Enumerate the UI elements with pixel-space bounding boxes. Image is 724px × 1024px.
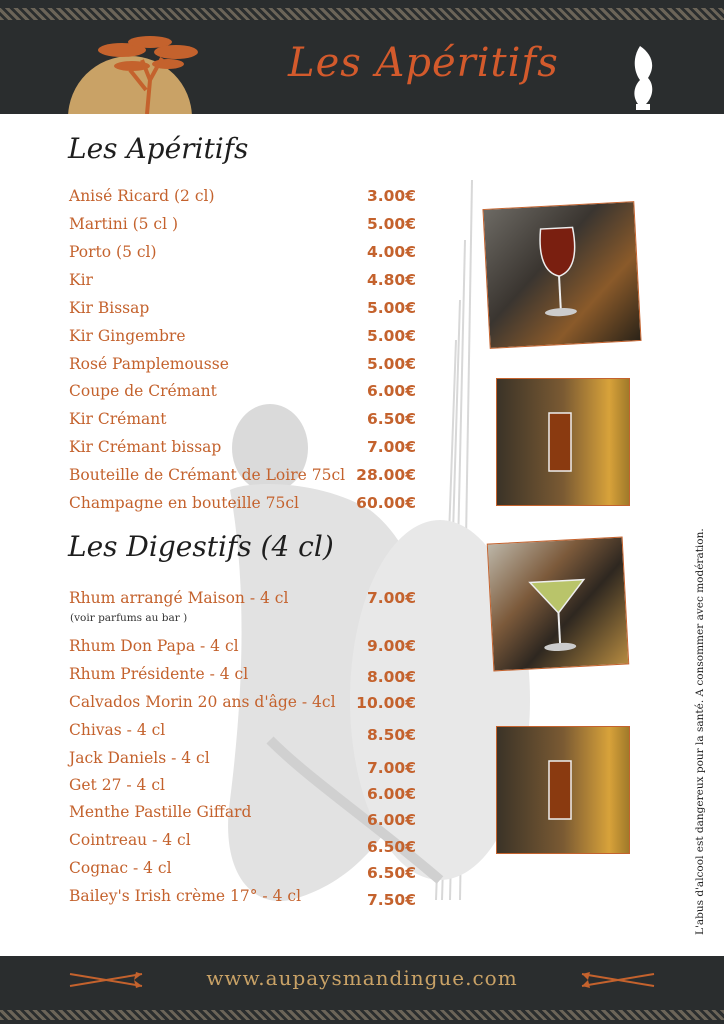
menu-item-price: 4.80€ <box>366 271 416 289</box>
menu-item-price: 6.50€ <box>366 410 416 428</box>
menu-item-price: 5.00€ <box>366 355 416 373</box>
menu-item-name: Kir Crémant bissap <box>69 438 222 456</box>
martini-glass-photo <box>487 537 630 672</box>
menu-item-name: Rhum Don Papa - 4 cl <box>69 637 239 655</box>
footer-pattern-border <box>0 1010 724 1020</box>
menu-item-price: 8.50€ <box>366 726 416 744</box>
menu-item-name: Get 27 - 4 cl <box>69 776 165 794</box>
menu-item-note: (voir parfums au bar ) <box>70 612 188 624</box>
aperitifs-title: Les Apéritifs <box>68 132 249 165</box>
menu-item-price: 7.50€ <box>366 891 416 909</box>
menu-item-name: Kir Crémant <box>69 410 167 428</box>
menu-item-price: 8.00€ <box>366 668 416 686</box>
menu-item-name: Kir Gingembre <box>69 327 186 345</box>
crossed-arrows-icon <box>578 970 658 990</box>
menu-item-name: Rhum Présidente - 4 cl <box>69 665 249 683</box>
menu-item-price: 9.00€ <box>366 637 416 655</box>
menu-item-name: Rosé Pamplemousse <box>69 355 229 373</box>
menu-item-name: Coupe de Crémant <box>69 382 217 400</box>
menu-item-name: Jack Daniels - 4 cl <box>69 749 210 767</box>
martini-glass-icon <box>488 538 628 671</box>
menu-item-name: Cognac - 4 cl <box>69 859 172 877</box>
menu-item-price: 6.50€ <box>366 838 416 856</box>
menu-item-name: Kir <box>69 271 93 289</box>
menu-item-name: Menthe Pastille Giffard <box>69 803 252 821</box>
menu-item-name: Kir Bissap <box>69 299 150 317</box>
menu-item-price: 60.00€ <box>356 494 416 512</box>
menu-item-name: Calvados Morin 20 ans d'âge - 4cl <box>69 693 336 711</box>
menu-item-name: Porto (5 cl) <box>69 243 157 261</box>
menu-item-price: 6.00€ <box>366 785 416 803</box>
menu-item-price: 7.00€ <box>366 759 416 777</box>
red-wine-glass-photo <box>482 201 641 349</box>
menu-item-price: 3.00€ <box>366 187 416 205</box>
menu-item-price: 5.00€ <box>366 327 416 345</box>
menu-item-name: Martini (5 cl ) <box>69 215 179 233</box>
shot-glass-icon <box>497 727 629 853</box>
footer-banner <box>0 956 724 1024</box>
menu-item-price: 6.50€ <box>366 864 416 882</box>
wine-glass-icon <box>483 202 640 348</box>
menu-item-price: 7.00€ <box>366 589 416 607</box>
baobab-tree-icon <box>92 30 202 114</box>
menu-item-price: 6.00€ <box>366 382 416 400</box>
menu-item-name: Bailey's Irish crème 17° - 4 cl <box>69 887 302 905</box>
menu-item-name: Champagne en bouteille 75cl <box>69 494 300 512</box>
menu-item-price: 7.00€ <box>366 438 416 456</box>
shot-glass-photo <box>496 378 630 506</box>
menu-item-price: 4.00€ <box>366 243 416 261</box>
header-banner <box>0 0 724 114</box>
menu-item-name: Bouteille de Crémant de Loire 75cl <box>69 466 346 484</box>
menu-item-price: 5.00€ <box>366 299 416 317</box>
menu-item-price: 5.00€ <box>366 215 416 233</box>
menu-item-price: 28.00€ <box>356 466 416 484</box>
menu-item-name: Anisé Ricard (2 cl) <box>69 187 215 205</box>
shot-glass-photo-2 <box>496 726 630 854</box>
header-title: Les Apéritifs <box>288 40 559 86</box>
header-pattern-border <box>0 8 724 20</box>
menu-item-name: Chivas - 4 cl <box>69 721 166 739</box>
shot-glass-icon <box>497 379 629 505</box>
health-warning: L'abus d'alcool est dangereux pour la santé. A consommer avec modération. <box>694 528 706 935</box>
website-link[interactable]: www.aupaysmandingue.com <box>206 966 518 990</box>
digestifs-title: Les Digestifs (4 cl) <box>68 530 334 563</box>
african-mask-icon <box>622 44 662 112</box>
menu-item-name: Cointreau - 4 cl <box>69 831 191 849</box>
menu-item-price: 10.00€ <box>356 694 416 712</box>
menu-item-name: Rhum arrangé Maison - 4 cl <box>69 589 289 607</box>
menu-item-price: 6.00€ <box>366 811 416 829</box>
